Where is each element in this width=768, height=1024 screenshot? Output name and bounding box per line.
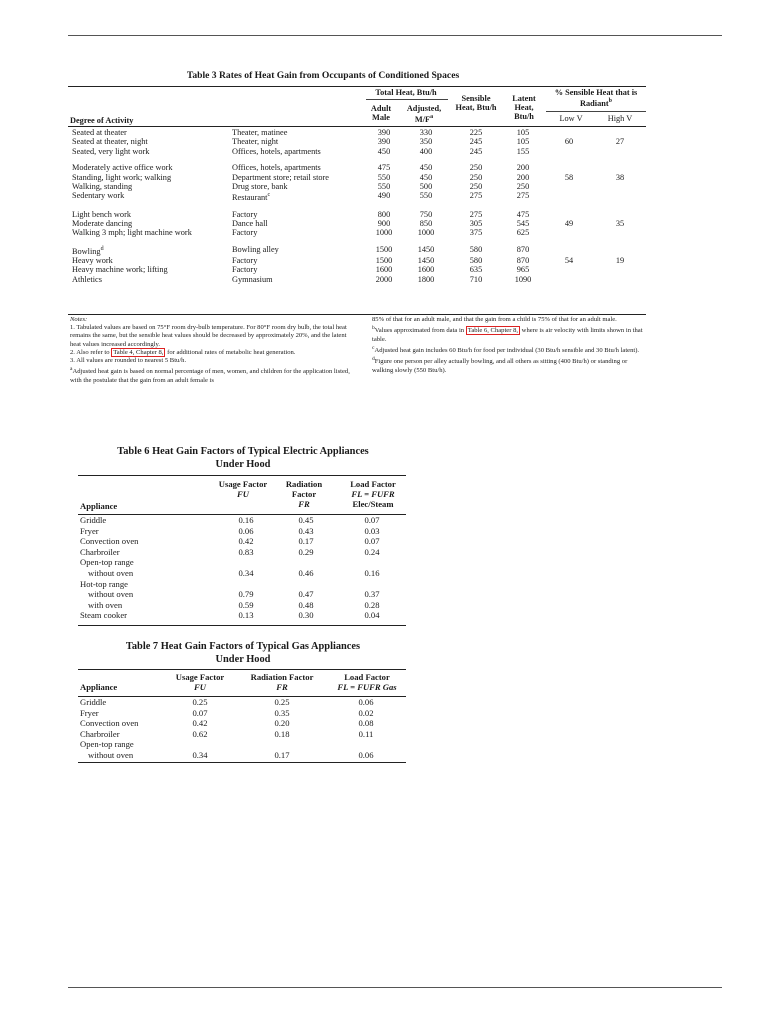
table-row: [80, 610, 406, 621]
low-v-cell: 49: [564, 219, 574, 229]
table6-bottom-rule: [78, 625, 406, 626]
t6-header-load: Load Factor FL = FUFR Elec/Steam: [350, 479, 396, 509]
radiation-factor-cell: 0.29: [298, 546, 314, 557]
activity-cell: Seated at theater, night: [72, 137, 148, 147]
low-v-cell: 54: [564, 256, 574, 265]
latent-cell: 870: [516, 256, 530, 265]
load-factor-cell: 0.07: [364, 515, 380, 525]
note-b: $^b$Values approximated from data in Table 6, Chapter 8, where is air velocity with limits shown in that table.: [372, 325, 643, 343]
adult-male-cell: 1600: [375, 265, 393, 275]
activity-cell: Heavy work: [72, 256, 113, 265]
activity-cell: Walking 3 mph; light machine work: [72, 228, 192, 238]
load-factor-cell: 0.24: [364, 546, 380, 557]
appliance-cell: without oven: [88, 589, 134, 600]
sensible-cell: 245: [469, 146, 483, 156]
table-row: [70, 275, 646, 284]
radiation-factor-cell: 0.17: [274, 749, 290, 760]
note-3: 3. All values are rounded to nearest 5 Btu/h.: [70, 357, 187, 365]
adult-male-cell: 800: [377, 209, 391, 219]
usage-factor-cell: 0.42: [192, 718, 208, 729]
adjusted-cell: 750: [419, 209, 433, 219]
sensible-cell: 375: [469, 228, 483, 238]
appliance-cell: with oven: [88, 599, 123, 610]
table3-header-rule: [68, 126, 646, 127]
note-1: 1. Tabulated values are based on 75°F room dry-bulb temperature. For 80°F room dry bulb, the total heat remains the same, but the sensible heat values should be decreased by approximately 20%, and the latent heat values increased accordingly.: [70, 324, 347, 348]
note-2: 2. Also refer to Table 4, Chapter 8, for additional rates of metabolic heat generation.: [70, 348, 296, 356]
table-row: [80, 589, 406, 600]
t6-header-usage: Usage Factor FU: [218, 479, 268, 499]
radiation-factor-cell: [238, 739, 326, 750]
low-v-cell: [544, 147, 594, 156]
adult-male-cell: 1500: [375, 244, 393, 254]
appliance-cell: Steam cooker: [80, 610, 128, 621]
usage-factor-cell: [218, 579, 274, 590]
table-row-spacer: [70, 156, 646, 163]
activity-cell: Heavy machine work; lifting: [72, 265, 168, 275]
table-row: [80, 515, 406, 526]
table-row: [70, 128, 646, 137]
load-factor-cell: [338, 557, 406, 568]
application-cell: Drug store, bank: [232, 182, 288, 192]
table3-body: [70, 128, 646, 284]
latent-cell: 275: [516, 191, 530, 201]
adjusted-cell: 1600: [417, 265, 435, 275]
radiation-factor-cell: 0.30: [298, 610, 314, 621]
adult-male-cell: 550: [377, 172, 391, 182]
table-row: [80, 729, 406, 740]
appliance-cell: Convection oven: [80, 536, 139, 547]
latent-cell: 105: [516, 137, 530, 147]
application-cell: Offices, hotels, apartments: [232, 146, 321, 156]
application-cell: Theater, night: [232, 137, 279, 147]
t7-header-usage: Usage Factor FU: [175, 672, 225, 692]
sensible-cell: 580: [469, 256, 483, 265]
adult-male-cell: 1500: [375, 256, 393, 265]
usage-factor-cell: 0.13: [238, 610, 254, 621]
radiation-factor-cell: 0.17: [298, 536, 314, 547]
t7-header-load: Load Factor FL = FUFR Gas: [337, 672, 397, 692]
latent-cell: 625: [516, 228, 530, 238]
table6-top-rule: [78, 475, 406, 476]
table-row: [70, 210, 646, 219]
radiation-factor-cell: [274, 579, 338, 590]
t7-header-radiation: Radiation Factor FR: [250, 672, 314, 692]
spacer-cell: [70, 156, 646, 163]
adult-male-cell: 550: [377, 182, 391, 192]
low-v-cell: [544, 191, 594, 202]
activity-cell: Light bench work: [72, 209, 131, 219]
usage-factor-cell: [218, 557, 274, 568]
table7-body: [80, 697, 406, 761]
sensible-cell: 225: [469, 128, 483, 137]
low-v-cell: 60: [564, 137, 574, 147]
latent-cell: 475: [516, 209, 530, 219]
appliance-cell: Open-top range: [80, 739, 134, 750]
latent-cell: 155: [516, 146, 530, 156]
table6-title-line1: Table 6 Heat Gain Factors of Typical Electric Appliances: [117, 446, 369, 457]
application-cell: Gymnasium: [232, 274, 273, 284]
high-v-cell: [594, 128, 646, 137]
low-v-cell: [544, 275, 594, 284]
application-cell: Bowling alley: [232, 244, 279, 254]
table-row: [80, 568, 406, 579]
adult-male-cell: 2000: [375, 274, 393, 284]
latent-cell: 250: [516, 182, 530, 192]
usage-factor-cell: 0.83: [238, 546, 254, 557]
application-cell: Offices, hotels, apartments: [232, 163, 321, 173]
radiant-underline: [546, 111, 646, 112]
table-row: [80, 536, 406, 547]
usage-factor-cell: 0.79: [238, 589, 254, 600]
adjusted-cell: 1450: [417, 256, 435, 265]
load-factor-cell: 0.03: [364, 525, 380, 536]
appliance-cell: Griddle: [80, 697, 107, 707]
load-factor-cell: 0.02: [358, 707, 374, 718]
table3-top-rule: [68, 86, 646, 87]
high-v-cell: [594, 265, 646, 274]
radiation-factor-cell: 0.48: [298, 599, 314, 610]
adjusted-cell: 450: [419, 163, 433, 173]
table-row: [70, 147, 646, 156]
application-cell: Factory: [232, 209, 258, 219]
table-row: [80, 526, 406, 537]
t7-header-appliance: Appliance: [80, 682, 118, 692]
table-row: [80, 739, 406, 750]
t6-header-appliance: Appliance: [80, 501, 118, 511]
high-v-cell: [594, 210, 646, 219]
latent-cell: 870: [516, 244, 530, 254]
adult-male-cell: 475: [377, 163, 391, 173]
header-latent: Latent Heat, Btu/h: [512, 94, 536, 121]
high-v-cell: [594, 245, 646, 256]
sensible-cell: 250: [469, 163, 483, 173]
adjusted-cell: 1450: [417, 244, 435, 254]
application-cell: Restaurant$^c$: [232, 192, 271, 203]
high-v-cell: [594, 275, 646, 284]
t6-header-radiation: Radiation Factor FR: [285, 479, 323, 509]
high-v-cell: [594, 182, 646, 191]
table6-chapter8-link[interactable]: Table 6, Chapter 8,: [467, 327, 519, 335]
activity-cell: Sedentary work: [72, 191, 125, 201]
activity-cell: Standing, light work; walking: [72, 172, 172, 182]
table3-title: Table 3 Rates of Heat Gain from Occupants of Conditioned Spaces: [186, 70, 460, 81]
activity-cell: Moderately active office work: [72, 163, 173, 173]
low-v-cell: [544, 128, 594, 137]
table3-notes-right: [372, 316, 648, 375]
low-v-cell: [544, 265, 594, 274]
sensible-cell: 580: [469, 244, 483, 254]
high-v-cell: 38: [615, 172, 625, 182]
load-factor-cell: 0.08: [358, 718, 374, 729]
adjusted-cell: 1800: [417, 274, 435, 284]
latent-cell: 200: [516, 172, 530, 182]
table-row: [70, 265, 646, 274]
radiation-factor-cell: 0.18: [274, 728, 290, 739]
table4-chapter8-link[interactable]: Table 4, Chapter 8,: [113, 348, 164, 356]
application-cell: Theater, matinee: [232, 128, 288, 137]
usage-factor-cell: 0.25: [192, 697, 208, 707]
header-adjusted: Adjusted, $M/F^a$: [406, 104, 442, 124]
appliance-cell: Fryer: [80, 707, 99, 718]
application-cell: Dance hall: [232, 219, 268, 229]
table3-notes-left: [70, 316, 356, 385]
adjusted-cell: 350: [419, 137, 433, 147]
top-page-rule: [68, 35, 722, 36]
activity-cell: Seated at theater: [72, 128, 127, 137]
adjusted-cell: 450: [419, 172, 433, 182]
adjusted-cell: 500: [419, 182, 433, 192]
sensible-cell: 710: [469, 274, 483, 284]
latent-cell: 105: [516, 128, 530, 137]
appliance-cell: without oven: [88, 567, 134, 578]
sensible-cell: 250: [469, 182, 483, 192]
header-high-v: High V: [607, 114, 633, 123]
low-v-cell: [544, 210, 594, 219]
table-row: [80, 697, 406, 708]
activity-cell: Seated, very light work: [72, 146, 150, 156]
low-v-cell: [544, 182, 594, 191]
adult-male-cell: 390: [377, 128, 391, 137]
latent-cell: 200: [516, 163, 530, 173]
load-factor-cell: 0.37: [364, 589, 380, 600]
table-row: [70, 173, 646, 182]
header-degree-of-activity: Degree of Activity: [70, 116, 134, 125]
sensible-cell: 635: [469, 265, 483, 275]
radiation-factor-cell: 0.45: [298, 515, 314, 525]
header-radiant: % Sensible Heat that is Radiant$^b$: [554, 88, 638, 108]
table-row: [70, 228, 646, 237]
table6-title-line2: Under Hood: [215, 459, 271, 470]
high-v-cell: [594, 191, 646, 202]
header-sensible: Sensible Heat, Btu/h: [455, 94, 497, 112]
adult-male-cell: 390: [377, 137, 391, 147]
sensible-cell: 245: [469, 137, 483, 147]
latent-cell: 545: [516, 219, 530, 229]
adult-male-cell: 490: [377, 191, 391, 201]
table-row: [70, 163, 646, 172]
table7-bottom-rule: [78, 762, 406, 763]
load-factor-cell: 0.11: [358, 728, 374, 739]
load-factor-cell: 0.07: [364, 536, 380, 547]
usage-factor-cell: 0.59: [238, 599, 254, 610]
note-a-continued: 85% of that for an adult male, and that the gain from a child is 75% of that for an adult male.: [372, 316, 617, 323]
latent-cell: 965: [516, 265, 530, 275]
usage-factor-cell: [162, 739, 238, 750]
application-cell: Factory: [232, 228, 258, 238]
sensible-cell: 250: [469, 172, 483, 182]
appliance-cell: Griddle: [80, 515, 107, 525]
total-heat-underline: [366, 99, 448, 100]
radiation-factor-cell: 0.20: [274, 718, 290, 729]
appliance-cell: Charbroiler: [80, 546, 120, 557]
header-low-v: Low V: [559, 114, 583, 123]
high-v-cell: 35: [615, 219, 625, 229]
appliance-cell: Open-top range: [80, 557, 134, 568]
activity-cell: Athletics: [72, 274, 102, 284]
table-row: [70, 245, 646, 256]
table7-top-rule: [78, 669, 406, 670]
table-row-spacer: [70, 203, 646, 210]
notes-heading: Notes:: [70, 316, 88, 323]
load-factor-cell: 0.04: [364, 610, 380, 621]
sensible-cell: 275: [469, 191, 483, 201]
table-row: [70, 219, 646, 228]
adult-male-cell: 450: [377, 146, 391, 156]
radiation-factor-cell: [274, 557, 338, 568]
table-row: [80, 750, 406, 761]
header-total-heat: Total Heat, Btu/h: [375, 88, 437, 97]
usage-factor-cell: 0.42: [238, 536, 254, 547]
adult-male-cell: 900: [377, 219, 391, 229]
table-row: [70, 191, 646, 202]
radiation-factor-cell: 0.35: [274, 707, 290, 718]
table-row: [80, 579, 406, 590]
high-v-cell: 27: [615, 137, 625, 147]
adjusted-cell: 550: [419, 191, 433, 201]
usage-factor-cell: 0.16: [238, 515, 254, 525]
low-v-cell: 58: [564, 172, 574, 182]
activity-cell: Walking, standing: [72, 182, 133, 192]
table-row: [70, 182, 646, 191]
radiation-factor-cell: 0.46: [298, 567, 314, 578]
adjusted-cell: 1000: [417, 228, 435, 238]
usage-factor-cell: 0.34: [238, 567, 254, 578]
spacer-cell: [70, 203, 646, 210]
usage-factor-cell: 0.62: [192, 728, 208, 739]
table7-title-line1: Table 7 Heat Gain Factors of Typical Gas Appliances: [125, 641, 361, 652]
high-v-cell: [594, 163, 646, 172]
table-row: [80, 718, 406, 729]
application-cell: Factory: [232, 256, 258, 265]
adjusted-cell: 330: [419, 128, 433, 137]
adult-male-cell: 1000: [375, 228, 393, 238]
table-row-spacer: [70, 238, 646, 245]
radiation-factor-cell: 0.47: [298, 589, 314, 600]
application-cell: Department store; retail store: [232, 172, 329, 182]
table-row: [80, 547, 406, 558]
note-c: $^c$Adjusted heat gain includes 60 Btu/h for food per individual (30 Btu/h sensible and 30 Btu/h latent).: [372, 344, 640, 354]
low-v-cell: [544, 228, 594, 237]
latent-cell: 1090: [514, 274, 532, 284]
appliance-cell: without oven: [88, 749, 134, 760]
load-factor-cell: 0.06: [358, 697, 374, 707]
table-row: [70, 256, 646, 265]
spacer-cell: [70, 238, 646, 245]
activity-cell: Moderate dancing: [72, 219, 133, 229]
radiation-factor-cell: 0.43: [298, 525, 314, 536]
appliance-cell: Hot-top range: [80, 578, 128, 589]
note-d: $^d$Figure one person per alley actually bowling, and all others as sitting (400 Btu/h) or standing or walking slowly (550 Btu/h).: [372, 356, 628, 374]
load-factor-cell: [326, 739, 406, 750]
header-adult-male: Adult Male: [370, 104, 392, 122]
low-v-cell: [544, 245, 594, 256]
adjusted-cell: 850: [419, 219, 433, 229]
appliance-cell: Fryer: [80, 525, 99, 536]
table-row: [80, 708, 406, 719]
appliance-cell: Charbroiler: [80, 728, 120, 739]
load-factor-cell: [338, 579, 406, 590]
high-v-cell: [594, 228, 646, 237]
usage-factor-cell: 0.06: [238, 525, 254, 536]
table-row: [80, 600, 406, 611]
bottom-page-rule: [68, 987, 722, 988]
usage-factor-cell: 0.34: [192, 749, 208, 760]
usage-factor-cell: 0.07: [192, 707, 208, 718]
load-factor-cell: 0.06: [358, 749, 374, 760]
sensible-cell: 275: [469, 209, 483, 219]
activity-cell: Bowling$^d$: [72, 245, 104, 256]
load-factor-cell: 0.28: [364, 599, 380, 610]
table-row: [70, 137, 646, 146]
low-v-cell: [544, 163, 594, 172]
table3-bottom-rule: [68, 314, 646, 315]
adjusted-cell: 400: [419, 146, 433, 156]
high-v-cell: [594, 147, 646, 156]
radiation-factor-cell: 0.25: [274, 697, 290, 707]
appliance-cell: Convection oven: [80, 718, 139, 729]
sensible-cell: 305: [469, 219, 483, 229]
table6-body: [80, 515, 406, 621]
application-cell: Factory: [232, 265, 258, 275]
high-v-cell: 19: [615, 256, 625, 265]
table7-title-line2: Under Hood: [215, 654, 271, 665]
load-factor-cell: 0.16: [364, 567, 380, 578]
note-a: $^a$Adjusted heat gain is based on normal percentage of men, women, and children for the application listed, with the postulate that the gain from an adult female is: [70, 366, 350, 384]
table-row: [80, 557, 406, 568]
